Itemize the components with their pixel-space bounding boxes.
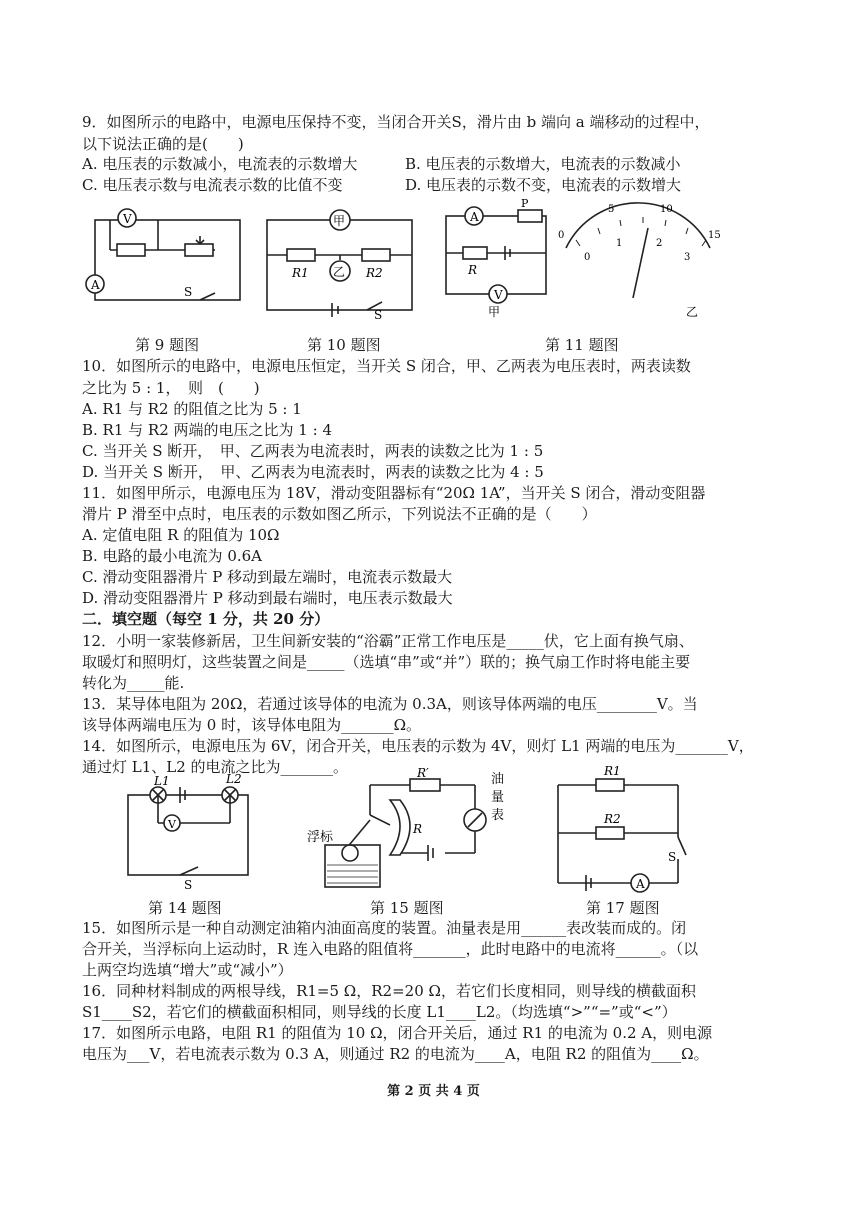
fig15-float-label: 浮标 — [307, 830, 334, 845]
fig10-switch-label: S — [374, 308, 383, 322]
fig10-meter-jia: 甲 — [333, 214, 346, 228]
fig9-switch-label: S — [184, 285, 193, 299]
q9-stem-line2: 以下说法正确的是( ) — [82, 135, 244, 153]
fig15-r-label: R — [413, 822, 423, 836]
q14-line2: 通过灯 L1、L2 的电流之比为_______。 — [82, 758, 349, 776]
q10-option-a: A. R1 与 R2 的阻值之比为 5 : 1 — [82, 400, 302, 418]
fig15-gauge-label-1: 油 — [491, 772, 505, 787]
figure-14-circuit — [118, 772, 258, 892]
q13-line2: 该导体两端电压为 0 时，该导体电阻为_______Ω。 — [82, 716, 422, 734]
q9-stem-line1: 9．如图所示的电路中，电源电压保持不变，当闭合开关S，滑片由 b 端向 a 端移动的过程中， — [82, 113, 710, 131]
q9-option-c: C. 电压表示数与电流表示数的比值不变 — [82, 176, 343, 194]
q12-line3: 转化为_____能. — [82, 674, 185, 692]
q11-stem-line1: 11．如图甲所示，电源电压为 18V，滑动变阻器标有“20Ω 1A”，当开关 S 闭合，滑动变阻器 — [82, 484, 706, 502]
q17-line1: 17．如图所示电路，电阻 R1 的阻值为 10 Ω，闭合开关后，通过 R1 的电流为 0.2 A，则电源 — [82, 1024, 713, 1042]
q11-option-b: B. 电路的最小电流为 0.6A — [82, 547, 263, 565]
fig14-voltmeter-label: V — [168, 818, 176, 831]
fig11-r-label: R — [468, 263, 478, 277]
fig11-ammeter-label: A — [470, 210, 479, 224]
fig10-r2-label: R2 — [366, 266, 383, 280]
q15-line2: 合开关，当浮标向上运动时，R 连入电路的阻值将_______，此时电路中的电流将______。（以 — [82, 940, 699, 958]
fig11-scale-bottom-3: 3 — [684, 252, 691, 263]
figure-9-circuit — [80, 200, 250, 320]
caption-fig14: 第 14 题图 — [148, 899, 222, 917]
q14-line1: 14．如图所示，电源电压为 6V，闭合开关，电压表的示数为 4V，则灯 L1 两端的电压为_______V， — [82, 737, 754, 755]
fig10-meter-yi: 乙 — [333, 265, 346, 279]
q10-stem-line2: 之比为 5 : 1， 则 ( ) — [82, 379, 260, 397]
fig9-ammeter-label: A — [91, 278, 100, 292]
q10-option-c: C. 当开关 S 断开， 甲、乙两表为电流表时，两表的读数之比为 1 : 5 — [82, 442, 544, 460]
q17-line2: 电压为___V，若电流表示数为 0.3 A，则通过 R2 的电流为____A，电阻 R2 的阻值为____Ω。 — [82, 1045, 709, 1063]
caption-fig15: 第 15 题图 — [370, 899, 444, 917]
fig11-scale-bottom-0: 0 — [584, 252, 591, 263]
q11-option-d: D. 滑动变阻器滑片 P 移动到最右端时，电压表示数最大 — [82, 589, 453, 607]
caption-fig17: 第 17 题图 — [586, 899, 660, 917]
fig11-scale-top-10: 10 — [660, 204, 673, 215]
q10-option-b: B. R1 与 R2 两端的电压之比为 1 : 4 — [82, 421, 332, 439]
section-fill-in-title: 二．填空题（每空 1 分，共 20 分） — [82, 610, 330, 628]
figure-11-circuit-and-meter — [438, 198, 728, 323]
q13-line1: 13．某导体电阻为 20Ω，若通过该导体的电流为 0.3A，则该导体两端的电压________V。当 — [82, 695, 698, 713]
page-footer: 第 2 页 共 4 页 — [387, 1084, 480, 1099]
fig11-scale-bottom-2: 2 — [656, 238, 663, 249]
q9-option-d: D. 电压表的示数不变，电流表的示数增大 — [405, 176, 682, 194]
fig11-p-label: P — [521, 197, 529, 210]
caption-fig10: 第 10 题图 — [307, 336, 381, 354]
q12-line1: 12．小明一家装修新居，卫生间新安装的“浴霸”正常工作电压是_____伏，它上面有换气扇、 — [82, 632, 694, 650]
fig14-l2-label: L2 — [226, 772, 242, 786]
fig9-voltmeter-label: V — [123, 212, 132, 226]
fig10-r1-label: R1 — [292, 266, 309, 280]
fig17-switch-label: S — [668, 850, 677, 864]
q16-line2: S1____S2，若它们的横截面积相同，则导线的长度 L1____L2。（均选填“>”“=”或“<”） — [82, 1003, 677, 1021]
fig15-rprime-label: R′ — [417, 766, 429, 780]
fig11-sub-jia: 甲 — [488, 305, 501, 319]
figure-10-circuit — [262, 205, 422, 320]
caption-fig11: 第 11 题图 — [545, 336, 619, 354]
q12-line2: 取暖灯和照明灯，这些装置之间是_____（选填“串”或“并”）联的；换气扇工作时将电能主要 — [82, 653, 691, 671]
fig11-scale-top-5: 5 — [608, 204, 615, 215]
fig11-sub-yi: 乙 — [686, 305, 699, 319]
q11-option-c: C. 滑动变阻器滑片 P 移动到最左端时，电流表示数最大 — [82, 568, 453, 586]
fig17-r1-label: R1 — [604, 764, 621, 778]
caption-fig9: 第 9 题图 — [135, 336, 200, 354]
q11-option-a: A. 定值电阻 R 的阻值为 10Ω — [82, 526, 280, 544]
fig11-scale-top-15: 15 — [708, 230, 721, 241]
q10-option-d: D. 当开关 S 断开， 甲、乙两表为电流表时，两表的读数之比为 4 : 5 — [82, 463, 544, 481]
figure-15-oil-gauge — [305, 766, 505, 895]
fig11-scale-top-0: 0 — [558, 230, 565, 241]
q10-stem-line1: 10．如图所示的电路中，电源电压恒定，当开关 S 闭合，甲、乙两表为电压表时，两表读数 — [82, 357, 691, 375]
fig11-scale-bottom-1: 1 — [616, 238, 623, 249]
fig14-l1-label: L1 — [154, 774, 170, 788]
figure-17-circuit — [548, 764, 698, 895]
fig17-r2-label: R2 — [604, 812, 621, 826]
fig14-switch-label: S — [184, 878, 193, 892]
q15-line1: 15．如图所示是一种自动测定油箱内油面高度的装置。油量表是用______表改装而成的。闭 — [82, 919, 687, 937]
fig17-ammeter-label: A — [636, 877, 645, 891]
q9-option-b: B. 电压表的示数增大，电流表的示数减小 — [405, 155, 681, 173]
fig15-gauge-label-3: 表 — [491, 808, 505, 823]
q9-option-a: A. 电压表的示数减小，电流表的示数增大 — [82, 155, 358, 173]
fig15-gauge-label-2: 量 — [491, 790, 505, 805]
fig11-voltmeter-label: V — [494, 288, 503, 302]
q11-stem-line2: 滑片 P 滑至中点时，电压表的示数如图乙所示，下列说法不正确的是（ ） — [82, 505, 597, 523]
q16-line1: 16．同种材料制成的两根导线，R1=5 Ω，R2=20 Ω，若它们长度相同，则导线的横截面积 — [82, 982, 696, 1000]
q15-line3: 上两空均选填“增大”或“减小”） — [82, 961, 293, 979]
